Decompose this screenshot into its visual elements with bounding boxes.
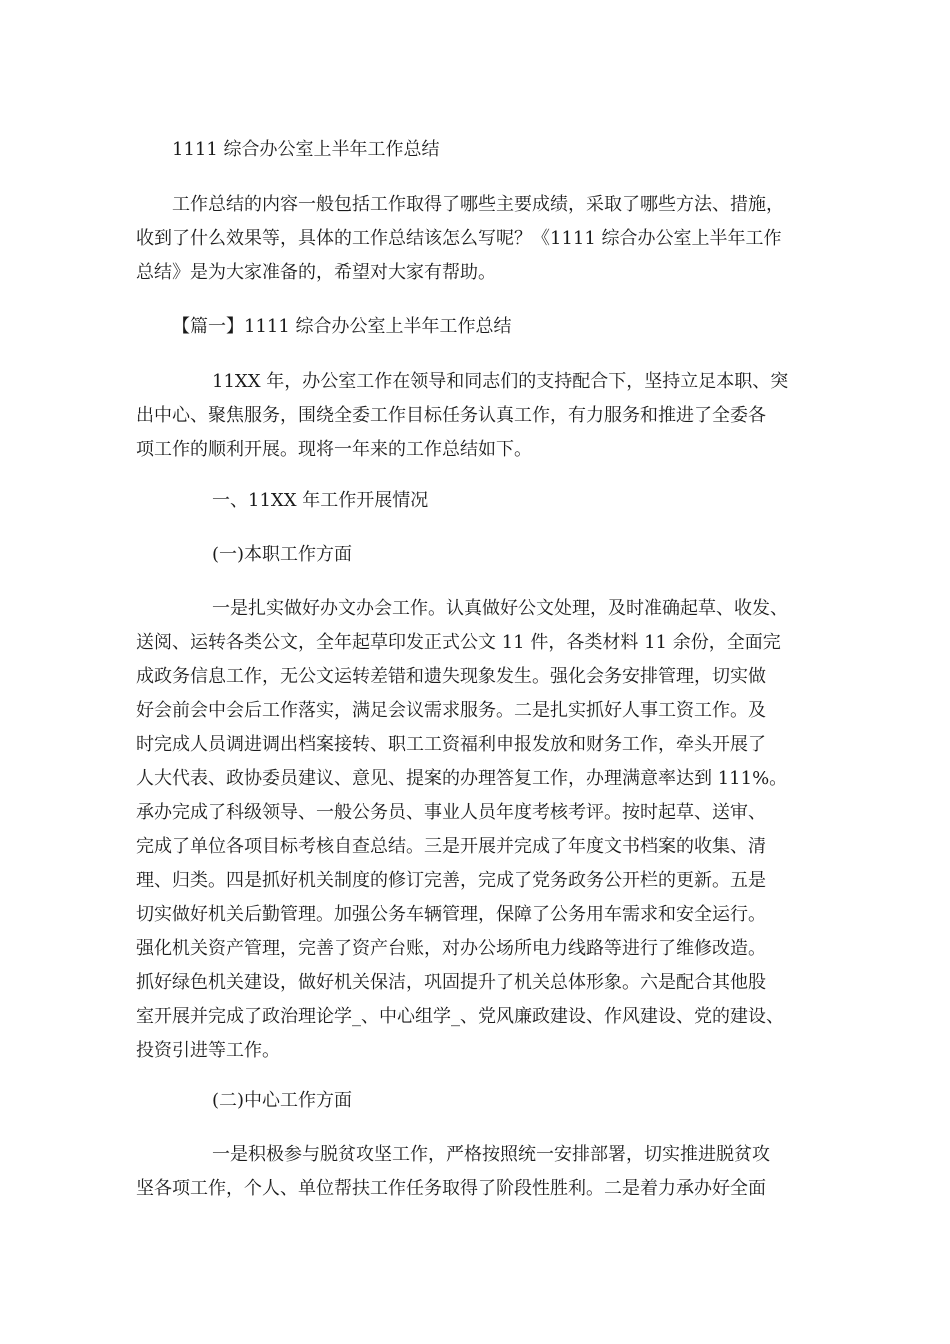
p2-line-3: 成政务信息工作，无公文运转差错和遗失现象发生。强化会务安排管理，切实做 [136,666,766,687]
p2-line-12: 抓好绿色机关建设，做好机关保洁，巩固提升了机关总体形象。六是配合其他股 [136,972,766,993]
p2-line-6: 人大代表、政协委员建议、意见、提案的办理答复工作，办理满意率达到 111%。 [136,768,788,789]
p3-line-2: 坚各项工作，个人、单位帮扶工作任务取得了阶段性胜利。二是着力承办好全面 [136,1178,766,1199]
intro-line-1: 工作总结的内容一般包括工作取得了哪些主要成绩，采取了哪些方法、措施， [172,194,784,215]
intro-line-3: 总结》是为大家准备的，希望对大家有帮助。 [136,262,496,283]
intro-line-2: 收到了什么效果等，具体的工作总结该怎么写呢？《1111 综合办公室上半年工作 [136,228,782,249]
p2-line-10: 切实做好机关后勤管理。加强公务车辆管理，保障了公务用车需求和安全运行。 [136,904,766,925]
document-title: 1111 综合办公室上半年工作总结 [172,139,440,160]
p2-line-4: 好会前会中会后工作落实，满足会议需求服务。二是扎实抓好人事工资工作。及 [136,700,766,721]
p3-line-1: 一是积极参与脱贫攻坚工作，严格按照统一安排部署，切实推进脱贫攻 [212,1144,770,1165]
p1-line-3: 项工作的顺利开展。现将一年来的工作总结如下。 [136,439,532,460]
p1-line-1: 11XX 年，办公室工作在领导和同志们的支持配合下，坚持立足本职、突 [212,371,789,392]
heading-2: (一)本职工作方面 [212,544,353,565]
p2-line-5: 时完成人员调进调出档案接转、职工工资福利申报发放和财务工作，牵头开展了 [136,734,766,755]
p1-line-2: 出中心、聚焦服务，围绕全委工作目标任务认真工作，有力服务和推进了全委各 [136,405,766,426]
p2-line-8: 完成了单位各项目标考核自查总结。三是开展并完成了年度文书档案的收集、清 [136,836,766,857]
p2-line-11: 强化机关资产管理，完善了资产台账，对办公场所电力线路等进行了维修改造。 [136,938,766,959]
p2-line-14: 投资引进等工作。 [136,1040,280,1061]
heading-1: 一、11XX 年工作开展情况 [212,490,429,511]
p2-line-9: 理、归类。四是抓好机关制度的修订完善，完成了党务政务公开栏的更新。五是 [136,870,766,891]
p2-line-7: 承办完成了科级领导、一般公务员、事业人员年度考核考评。按时起草、送审、 [136,802,766,823]
p2-line-1: 一是扎实做好办文办会工作。认真做好公文处理，及时准确起草、收发、 [212,598,788,619]
p2-line-2: 送阅、运转各类公文，全年起草印发正式公文 11 件，各类材料 11 余份，全面完 [136,632,781,653]
section-title: 【篇一】1111 综合办公室上半年工作总结 [172,316,512,337]
heading-3: (二)中心工作方面 [212,1090,353,1111]
p2-line-13: 室开展并完成了政治理论学_、中心组学_、党风廉政建设、作风建设、党的建设、 [136,1006,784,1027]
